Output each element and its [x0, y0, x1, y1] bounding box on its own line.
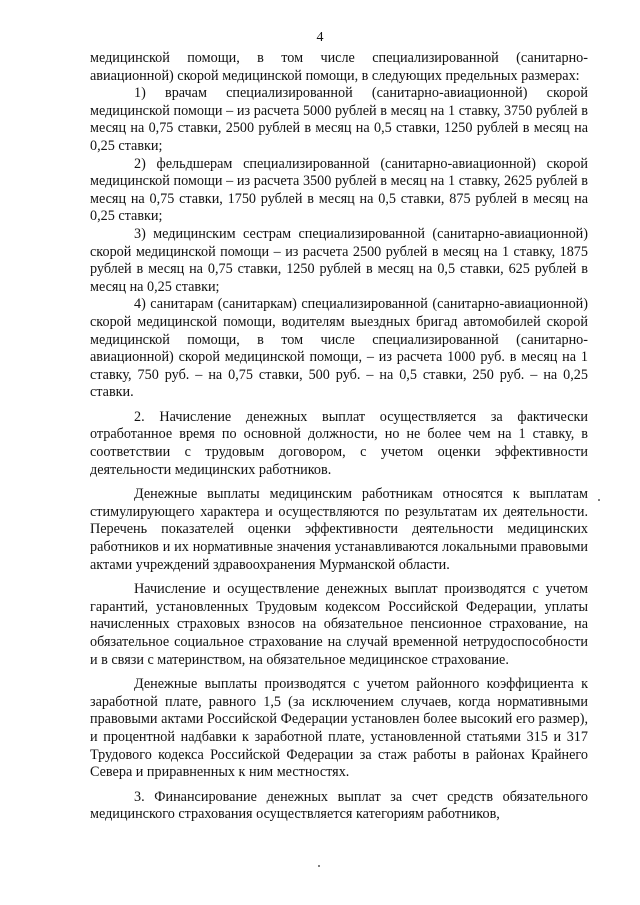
- paragraph-clause-2: 2. Начисление денежных выплат осуществляется за фактически отработанное время по основной должности, но не более чем на 1 ставку, в соответствии с трудовым договором, с учетом оценки эффективности деятельности медицинских работников.: [90, 408, 588, 478]
- paragraph-stimulating-payments: Денежные выплаты медицинским работникам относятся к выплатам стимулирующего характера и осуществляются по результатам их деятельности. Перечень показателей оценки эффективности деятельности медицинских работников и их нормативные значения устанавливаются локальными правовыми актами учреждений здравоохранения Мурманской области.: [90, 486, 588, 573]
- scan-speck: [318, 865, 320, 867]
- paragraph-clause-3: 3. Финансирование денежных выплат за счет средств обязательного медицинского страхования осуществляется категориям работников,: [90, 788, 588, 823]
- paragraph-item-2: 2) фельдшерам специализированной (санитарно-авиационной) скорой медицинской помощи – из расчета 3500 рублей в месяц на 1 ставку, 2625 рублей в месяц на 0,75 ставки, 1750 рублей в месяц на 0,5 ставки, 875 рублей в месяц на 0,25 ставки;: [90, 155, 588, 225]
- paragraph-regional-coefficient: Денежные выплаты производятся с учетом районного коэффициента к заработной плате, равного 1,5 (за исключением случаев, когда нормативными правовыми актами Российской Федерации установлен более высокий его размер), и процентной надбавки к заработной плате, установленной статьями 315 и 317 Трудового кодекса Российской Федерации за стаж работы в районах Крайнего Севера и приравненных к ним местностях.: [90, 676, 588, 781]
- paragraph-guarantees: Начисление и осуществление денежных выплат производятся с учетом гарантий, установленных Трудовым кодексом Российской Федерации, уплаты начисленных страховых взносов на обязательное пенсионное страхование, на обязательное социальное страхование на случай временной нетрудоспособности и в связи с материнством, на обязательное медицинское страхование.: [90, 581, 588, 668]
- page-number: 4: [316, 30, 324, 45]
- paragraph-item-1: 1) врачам специализированной (санитарно-авиационной) скорой медицинской помощи – из расчета 5000 рублей в месяц на 1 ставку, 3750 рублей в месяц на 0,75 ставки, 2500 рублей в месяц на 0,5 ставки, 1250 рублей в месяц на 0,25 ставки;: [90, 85, 588, 154]
- scan-speck: [598, 499, 600, 501]
- document-body: [90, 50, 588, 824]
- paragraph-item-3: 3) медицинским сестрам специализированной (санитарно-авиационной) скорой медицинской помощи – из расчета 2500 рублей в месяц на 1 ставку, 1875 рублей в месяц на 0,75 ставки, 1250 рублей в месяц на 0,5 ставки, 625 рублей в месяц на 0,25 ставки;: [90, 225, 588, 295]
- paragraph-intro: медицинской помощи, в том числе специализированной (санитарно-авиационной) скорой медицинской помощи, в следующих предельных размерах:: [90, 50, 588, 84]
- paragraph-item-4: 4) санитарам (санитаркам) специализированной (санитарно-авиационной) скорой медицинской помощи, водителям выездных бригад автомобилей скорой медицинской помощи, в том числе специализированной (санитарно-авиационной) скорой медицинской помощи, – из расчета 1000 руб. в месяц на 1 ставку, 750 руб. – на 0,75 ставки, 500 руб. – на 0,5 ставки, 250 руб. – на 0,25 ставки.: [90, 296, 588, 401]
